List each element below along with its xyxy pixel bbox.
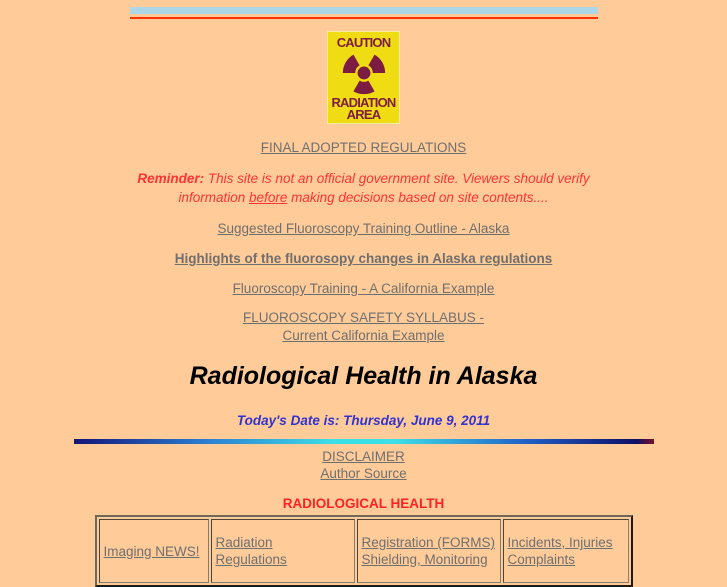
reminder-text-part1: This site is not an official government site. Viewers should verify information (178, 171, 590, 205)
gradient-divider (74, 439, 654, 444)
shielding-monitoring-link[interactable]: Shielding, Monitoring (361, 552, 488, 567)
complaints-link[interactable]: Complaints (507, 552, 576, 567)
radiation-link[interactable]: Radiation (215, 535, 273, 550)
final-adopted-regulations-row (0, 139, 727, 156)
fluoroscopy-syllabus-link[interactable] (243, 310, 484, 343)
caution-sign-word-area: AREA (346, 107, 381, 122)
author-source-link[interactable]: Author Source (320, 466, 407, 481)
nav-table (95, 515, 633, 587)
disclaimer-row (0, 448, 727, 465)
todays-date: Today's Date is: Thursday, June 9, 2011 (236, 413, 491, 428)
reminder-underlined-word: before (249, 190, 288, 205)
syllabus-line2: Current California Example (282, 328, 445, 343)
nav-cell-incidents-complaints (503, 519, 629, 583)
highlights-link[interactable]: Highlights of the fluorosopy changes in Alaska regulations (174, 251, 553, 266)
regulations-link[interactable]: Regulations (215, 552, 287, 567)
suggested-outline-link[interactable]: Suggested Fluoroscopy Training Outline - Alaska (217, 221, 510, 236)
syllabus-row (0, 309, 727, 345)
radiological-health-heading: RADIOLOGICAL HEALTH (282, 496, 445, 511)
top-divider-blue (130, 7, 598, 14)
highlights-row (0, 250, 727, 267)
nav-table-row (99, 519, 629, 583)
caution-sign-word-caution: CAUTION (336, 35, 391, 50)
reminder-notice (129, 169, 599, 207)
nav-cell-imaging-news (99, 519, 209, 583)
caution-radiation-sign (327, 31, 400, 124)
final-adopted-regulations-link[interactable]: FINAL ADOPTED REGULATIONS (260, 140, 467, 155)
reminder-text-part2: making decisions based on site contents.... (291, 190, 549, 205)
suggested-outline-row (0, 220, 727, 237)
reminder-label: Reminder: (137, 171, 205, 186)
incidents-injuries-link[interactable]: Incidents, Injuries (507, 535, 613, 550)
disclaimer-link[interactable]: DISCLAIMER (322, 449, 405, 464)
nav-cell-registration-shielding (357, 519, 501, 583)
radiation-trefoil-icon (340, 50, 388, 96)
page (0, 7, 727, 567)
nav-cell-radiation-regulations (211, 519, 355, 583)
california-training-row (0, 280, 727, 297)
imaging-news-link[interactable]: Imaging NEWS! (103, 543, 200, 559)
top-divider-red (130, 17, 598, 19)
california-training-link[interactable]: Fluoroscopy Training - A California Example (232, 281, 495, 296)
author-source-row (0, 465, 727, 482)
caution-sign-word-radiation: RADIATION (331, 95, 396, 110)
page-title: Radiological Health in Alaska (189, 362, 538, 390)
syllabus-line1: FLUOROSCOPY SAFETY SYLLABUS - (242, 310, 485, 325)
registration-forms-link[interactable]: Registration (FORMS) (361, 535, 496, 550)
